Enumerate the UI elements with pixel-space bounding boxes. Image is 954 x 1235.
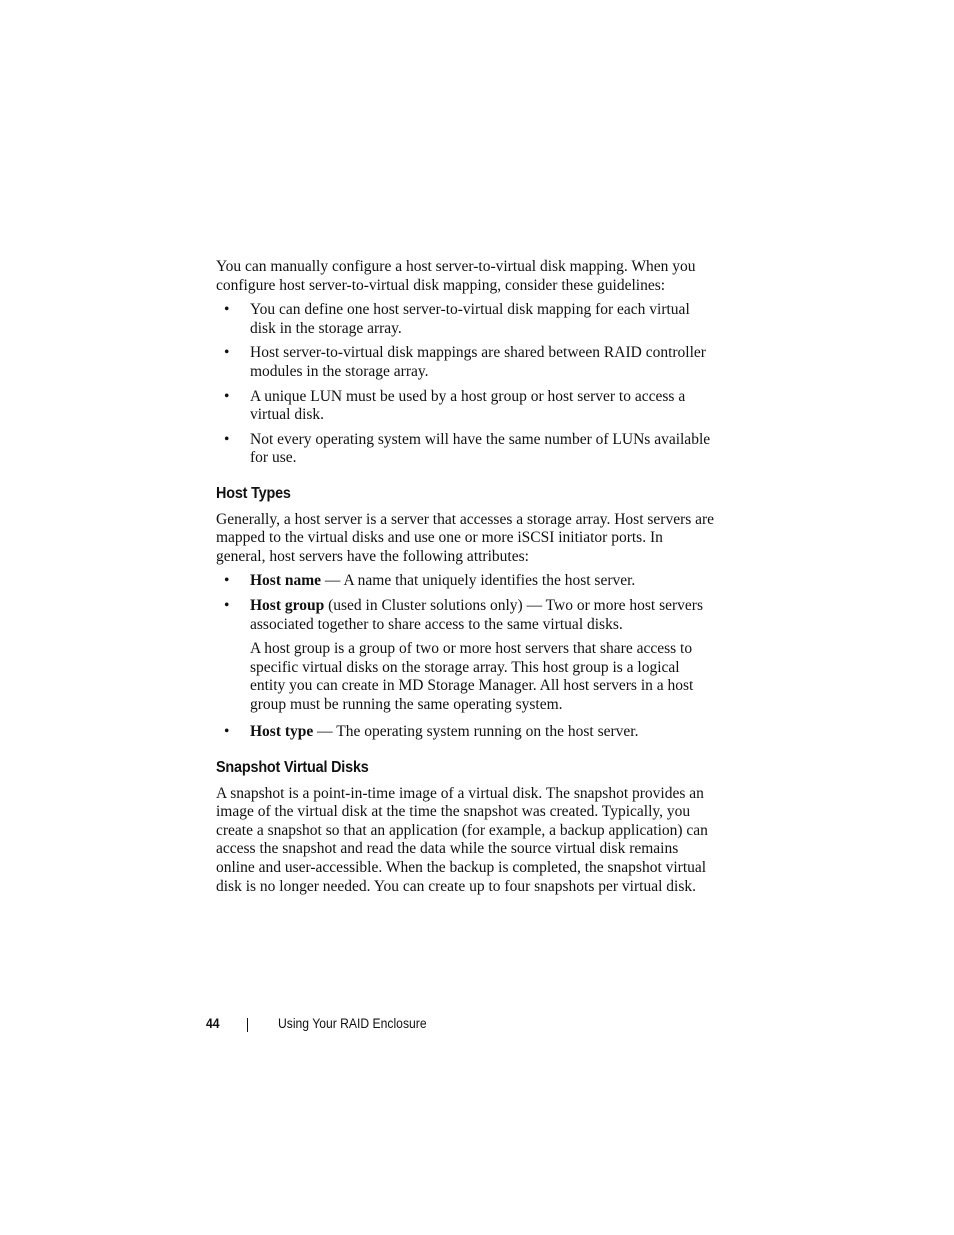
term-host-type: Host type [250,723,314,741]
term-host-group: Host group [250,596,325,614]
bullet-icon: • [224,572,230,590]
guidelines-list [216,301,716,468]
section-heading-host-types: Host Types [216,484,291,502]
list-item-text: (used in Cluster solutions only) — Two or more host servers associated together to share access to the same virtual disks. [250,596,703,633]
host-types-intro: Generally, a host server is a server that accesses a storage array. Host servers are mapped to the virtual disks and use one or more iSCSI initiator ports. In general, host servers have the following attributes: [216,510,715,565]
page-content [216,258,716,896]
list-item [216,431,716,468]
list-item [216,301,716,338]
snapshot-paragraph: A snapshot is a point-in-time image of a virtual disk. The snapshot provides an image of the virtual disk at the time the snapshot was created. Typically, you create a snapshot so that an application (for example, a backup application) can access the snapshot and read the data while the source virtual disk remains online and user-accessible. When the backup is completed, the snapshot virtual disk is no longer needed. You can create up to four snapshots per virtual disk. [216,784,708,895]
bullet-icon: • [224,344,230,362]
host-group-description: A host group is a group of two or more host servers that share access to specific virtual disks on the storage array. This host group is a logical entity you can create in MD Storage Manager. All host servers in a host group must be running the same operating system. [250,640,694,713]
bullet-icon: • [224,723,230,741]
list-item [216,344,716,381]
page-number: 44 [206,1016,220,1031]
bullet-icon: • [224,596,230,614]
list-item [216,572,716,591]
list-item [216,723,716,742]
intro-paragraph: You can manually configure a host server-to-virtual disk mapping. When you configure host server-to-virtual disk mapping, consider these guidelines: [216,258,696,294]
list-item-text: — A name that uniquely identifies the host server. [321,572,636,590]
section-heading-snapshot: Snapshot Virtual Disks [216,759,369,777]
list-item-text: A unique LUN must be used by a host group or host server to access a virtual disk. [250,387,686,424]
list-item-text: — The operating system running on the host server. [313,723,639,741]
term-host-name: Host name [250,572,322,590]
host-attributes-list [216,572,716,742]
chapter-title: Using Your RAID Enclosure [278,1016,427,1031]
list-item [216,388,716,425]
bullet-icon: • [224,301,230,319]
list-item-text: You can define one host server-to-virtual disk mapping for each virtual disk in the storage array. [250,301,690,337]
list-item-text: Host server-to-virtual disk mappings are shared between RAID controller modules in the storage array. [250,344,706,380]
list-item [216,597,716,715]
bullet-icon: • [224,387,230,405]
list-item-text: Not every operating system will have the same number of LUNs available for use. [250,430,711,467]
bullet-icon: • [224,430,230,448]
footer-divider [247,1018,248,1032]
